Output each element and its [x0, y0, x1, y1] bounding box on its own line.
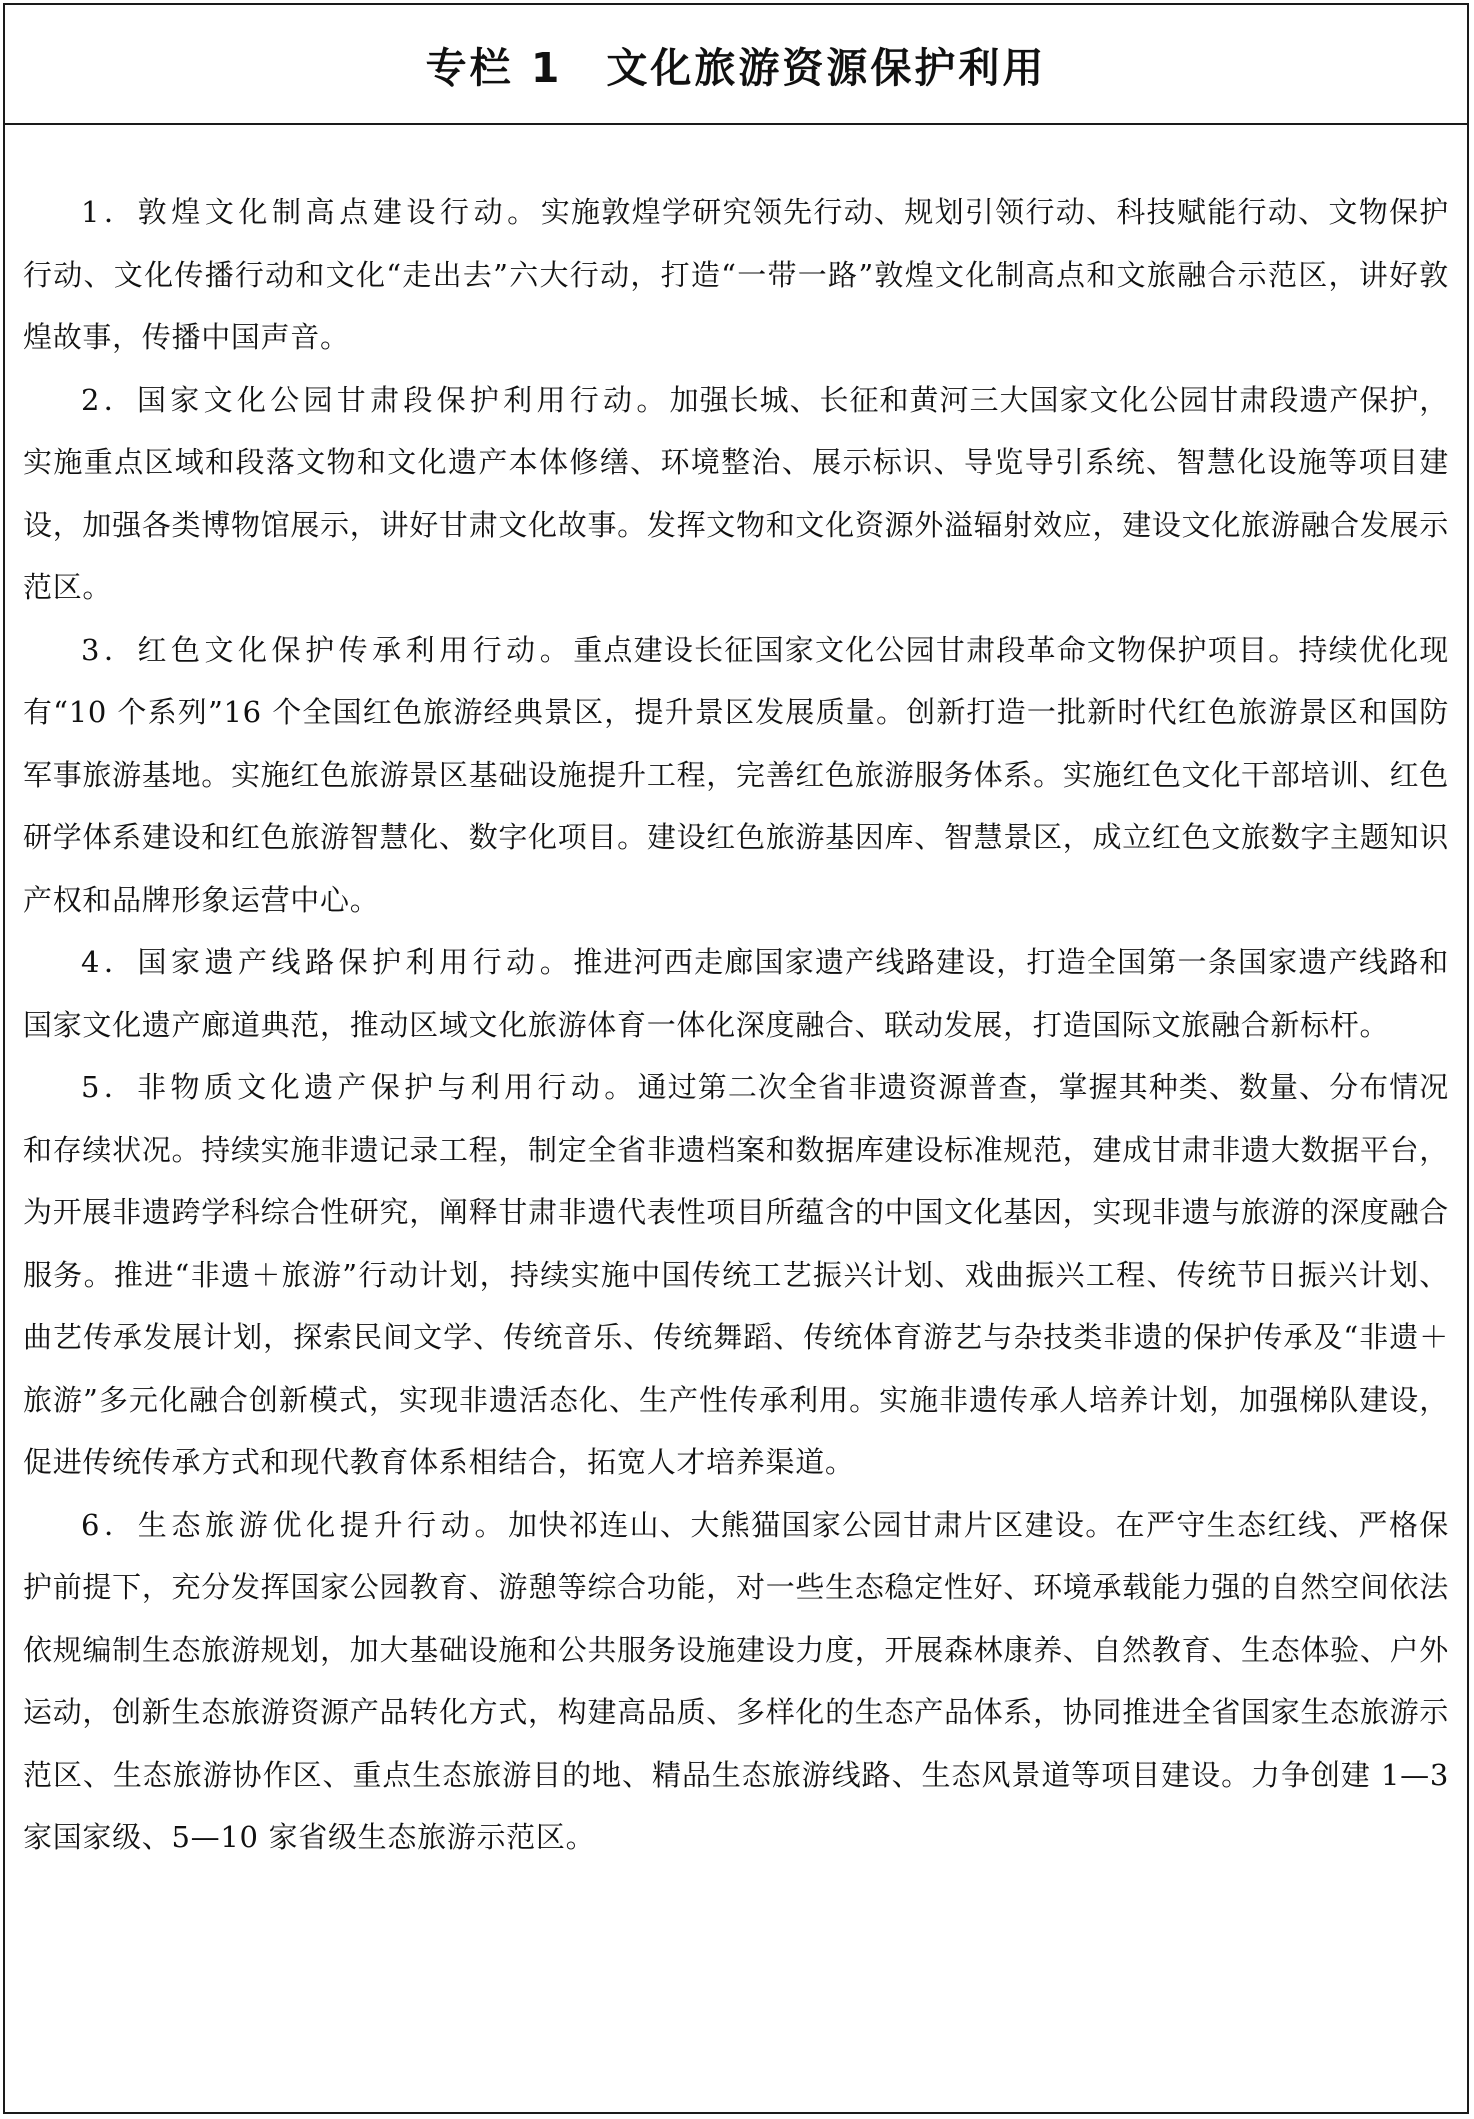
item-3-body: 重点建设长征国家文化公园甘肃段革命文物保护项目。持续优化现有“10 个系列”16 个全国红色旅游经典景区，提升景区发展质量。创新打造一批新时代红色旅游景区和国防军事旅游基地。实施红色旅游景区基础设施提升工程，完善红色旅游服务体系。实施红色文化干部培训、红色研学体系建设和红色旅游智慧化、数字化项目。建设红色旅游基因库、智慧景区，成立红色文旅数字主题知识产权和品牌形象运营中心。 [23, 632, 1449, 917]
item-3-heading: 3．红色文化保护传承利用行动。 [81, 632, 574, 667]
item-2 [23, 369, 1449, 619]
item-4-heading: 4．国家遗产线路保护利用行动。 [81, 945, 574, 979]
item-5 [23, 1056, 1449, 1494]
column-box [3, 3, 1469, 2114]
column-content [5, 125, 1467, 1869]
item-1-body: 实施敦煌学研究领先行动、规划引领行动、科技赋能行动、文物保护行动、文化传播行动和文化“走出去”六大行动，打造“一带一路”敦煌文化制高点和文旅融合示范区，讲好敦煌故事，传播中国声音。 [23, 195, 1449, 354]
column-title: 专栏 1 文化旅游资源保护利用 [425, 43, 1047, 92]
item-6-body: 加快祁连山、大熊猫国家公园甘肃片区建设。在严守生态红线、严格保护前提下，充分发挥国家公园教育、游憩等综合功能，对一些生态稳定性好、环境承载能力强的自然空间依法依规编制生态旅游规划，加大基础设施和公共服务设施建设力度，开展森林康养、自然教育、生态体验、户外运动，创新生态旅游资源产品转化方式，构建高品质、多样化的生态产品体系，协同推进全省国家生态旅游示范区、生态旅游协作区、重点生态旅游目的地、精品生态旅游线路、生态风景道等项目建设。力争创建 1—3 家国家级、5—10 家省级生态旅游示范区。 [23, 1507, 1449, 1854]
item-1 [23, 181, 1449, 369]
item-5-heading: 5．非物质文化遗产保护与利用行动。 [81, 1070, 638, 1104]
item-1-heading: 1．敦煌文化制高点建设行动。 [81, 195, 541, 229]
item-2-body: 加强长城、长征和黄河三大国家文化公园甘肃段遗产保护，实施重点区域和段落文物和文化遗产本体修缮、环境整治、展示标识、导览导引系统、智慧化设施等项目建设，加强各类博物馆展示，讲好甘肃文化故事。发挥文物和文化资源外溢辐射效应，建设文化旅游融合发展示范区。 [23, 382, 1450, 604]
item-6-heading: 6．生态旅游优化提升行动。 [81, 1507, 509, 1542]
item-2-heading: 2．国家文化公园甘肃段保护利用行动。 [81, 382, 670, 417]
item-4-body: 推进河西走廊国家遗产线路建设，打造全国第一条国家遗产线路和国家文化遗产廊道典范，推动区域文化旅游体育一体化深度融合、联动发展，打造国际文旅融合新标杆。 [23, 945, 1449, 1042]
item-6 [23, 1494, 1449, 1869]
item-3 [23, 619, 1449, 932]
item-5-body: 通过第二次全省非遗资源普查，掌握其种类、数量、分布情况和存续状况。持续实施非遗记录工程，制定全省非遗档案和数据库建设标准规范，建成甘肃非遗大数据平台，为开展非遗跨学科综合性研究，阐释甘肃非遗代表性项目所蕴含的中国文化基因，实现非遗与旅游的深度融合服务。推进“非遗＋旅游”行动计划，持续实施中国传统工艺振兴计划、戏曲振兴工程、传统节日振兴计划、曲艺传承发展计划，探索民间文学、传统音乐、传统舞蹈、传统体育游艺与杂技类非遗的保护传承及“非遗＋旅游”多元化融合创新模式，实现非遗活态化、生产性传承利用。实施非遗传承人培养计划，加强梯队建设，促进传统传承方式和现代教育体系相结合，拓宽人才培养渠道。 [23, 1070, 1449, 1479]
item-4 [23, 931, 1449, 1056]
title-bar [5, 5, 1467, 125]
